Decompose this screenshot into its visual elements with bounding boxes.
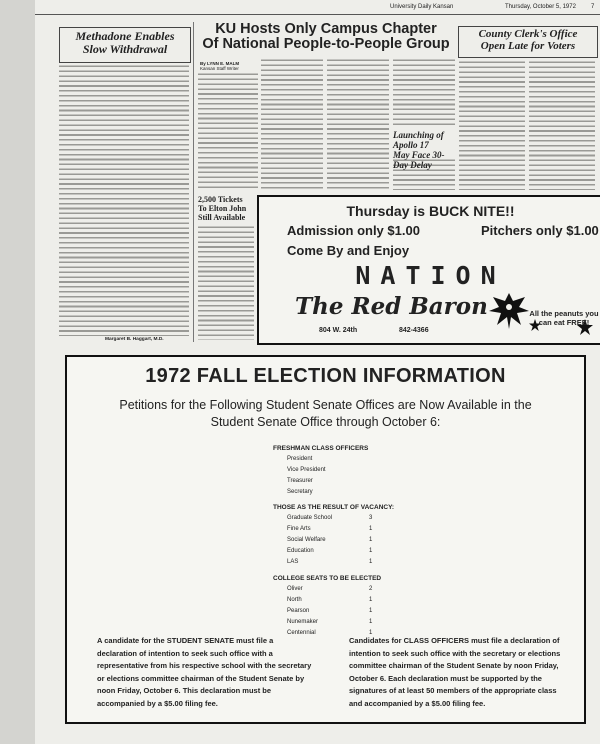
clerk-headline-line1: County Clerk's Office xyxy=(478,28,578,40)
vacancy-count: 1 xyxy=(369,526,373,532)
clerk-body-col2 xyxy=(529,60,595,190)
buck-nite-emphasis: BUCK NITE!! xyxy=(428,203,515,219)
tickets-headline-line3: Still Available xyxy=(198,213,246,222)
vacancy-office: Graduate School xyxy=(287,515,333,521)
vacancy-office: Social Welfare xyxy=(287,537,326,543)
election-information-box xyxy=(65,355,586,724)
methadone-article-body xyxy=(59,64,189,336)
tickets-headline-line2: To Elton John xyxy=(198,204,247,213)
column-rule xyxy=(193,22,194,342)
tickets-headline-line1: 2,500 Tickets xyxy=(198,195,243,204)
methadone-signature: Margaret B. Haggart, M.D. xyxy=(105,337,164,342)
college-seat-count: 2 xyxy=(369,586,373,592)
page-number: 7 xyxy=(591,4,595,10)
venue-phone: 842-4366 xyxy=(399,327,429,334)
red-baron-advertisement xyxy=(257,195,600,345)
election-subtitle: Petitions for the Following Student Senate Offices are Now Available in the Student Senate Office through October 6: xyxy=(119,398,532,429)
vacancy-count: 3 xyxy=(369,515,373,521)
college-seat-count: 1 xyxy=(369,608,373,614)
newspaper-page xyxy=(35,0,600,744)
vacancy-section-title: THOSE AS THE RESULT OF VACANCY: xyxy=(273,504,395,511)
buck-nite-line xyxy=(259,203,600,219)
clerk-headline-line2: Open Late for Voters xyxy=(480,39,576,52)
vacancy-office: Fine Arts xyxy=(287,526,311,532)
ku-hosts-body-col4 xyxy=(393,58,455,128)
vacancy-count: 1 xyxy=(369,559,373,565)
student-senate-requirements: A candidate for the STUDENT SENATE must file a declaration of intention to seek such office with a representative from his respective school with the secretary or elections committee chairman of the Student Senate by noon Friday, October 6. This declaration must be accompanied by a $5.00 filing fee. xyxy=(97,636,312,708)
adjacent-page-strip xyxy=(0,0,36,744)
peanuts-offer: All the peanuts you can eat FREE! xyxy=(529,309,599,327)
vacancy-count: 1 xyxy=(369,537,373,543)
college-seat-count: 1 xyxy=(369,619,373,625)
apollo-headline xyxy=(393,130,459,170)
methadone-headline-line2: Slow Withdrawal xyxy=(82,41,168,56)
college-seat: Oliver xyxy=(287,586,303,592)
ku-hosts-body-col2 xyxy=(261,58,323,190)
venue-logo: The Red Baron xyxy=(295,293,488,320)
come-by-line: Come By and Enjoy xyxy=(287,243,410,258)
freshman-office: President xyxy=(287,456,313,462)
apollo-headline-line2: May Face 30-Day Delay xyxy=(393,150,445,170)
ku-hosts-body-col3 xyxy=(327,58,389,190)
page-header xyxy=(35,0,600,14)
freshman-office: Treasurer xyxy=(287,478,313,484)
tickets-body xyxy=(198,225,254,340)
methadone-headline-line1: Methadone Enables xyxy=(75,29,175,43)
election-title: 1972 FALL ELECTION INFORMATION xyxy=(145,365,506,387)
college-seat-count: 1 xyxy=(369,630,373,636)
college-section-title: COLLEGE SEATS TO BE ELECTED xyxy=(273,575,382,582)
methadone-headline xyxy=(59,27,191,63)
header-rule xyxy=(35,14,600,15)
college-seat: Centennial xyxy=(287,630,316,636)
issue-date: Thursday, October 5, 1972 xyxy=(505,4,576,10)
venue-address: 804 W. 24th xyxy=(319,327,358,334)
tickets-headline xyxy=(198,195,254,222)
ku-hosts-byline-title: Kansan Staff Writer xyxy=(200,66,239,71)
college-seat: North xyxy=(287,597,302,603)
college-seat: Nunemaker xyxy=(287,619,319,625)
buck-nite-prefix: Thursday is xyxy=(346,203,429,219)
band-name: NATION xyxy=(355,261,506,290)
vacancy-office: LAS xyxy=(287,559,299,565)
pitchers-price: Pitchers only $1.00 xyxy=(481,223,599,238)
ku-hosts-body-col1 xyxy=(198,72,258,190)
college-seat-count: 1 xyxy=(369,597,373,603)
vacancy-office: Education xyxy=(287,548,314,554)
eagle-emblem-icon xyxy=(487,289,531,333)
apollo-headline-line1: Launching of Apollo 17 xyxy=(393,130,444,150)
paper-name: University Daily Kansan xyxy=(390,4,454,10)
ku-hosts-headline xyxy=(195,22,457,52)
college-seat: Pearson xyxy=(287,608,310,614)
ku-hosts-headline-line1: KU Hosts Only Campus Chapter xyxy=(215,21,437,37)
freshman-office: Vice President xyxy=(287,467,326,473)
class-officer-requirements: Candidates for CLASS OFFICERS must file a declaration of intention to seek such office with the secretary or elections committee chairman of the Student Senate by noon Friday, October 6. Each declaration must be supported by the signatures of at least 50 members of the appropriate class and accompanied by a $5.00 filing fee. xyxy=(349,636,561,708)
ku-hosts-byline: By LYNN E. MALM xyxy=(200,61,240,66)
ku-hosts-headline-line2: Of National People-to-People Group xyxy=(202,36,450,53)
vacancy-count: 1 xyxy=(369,548,373,554)
clerk-body-col1 xyxy=(459,60,525,190)
freshman-section-title: FRESHMAN CLASS OFFICERS xyxy=(273,445,369,452)
freshman-office: Secretary xyxy=(287,489,313,495)
clerk-headline xyxy=(458,26,598,58)
admission-price: Admission only $1.00 xyxy=(287,223,420,238)
